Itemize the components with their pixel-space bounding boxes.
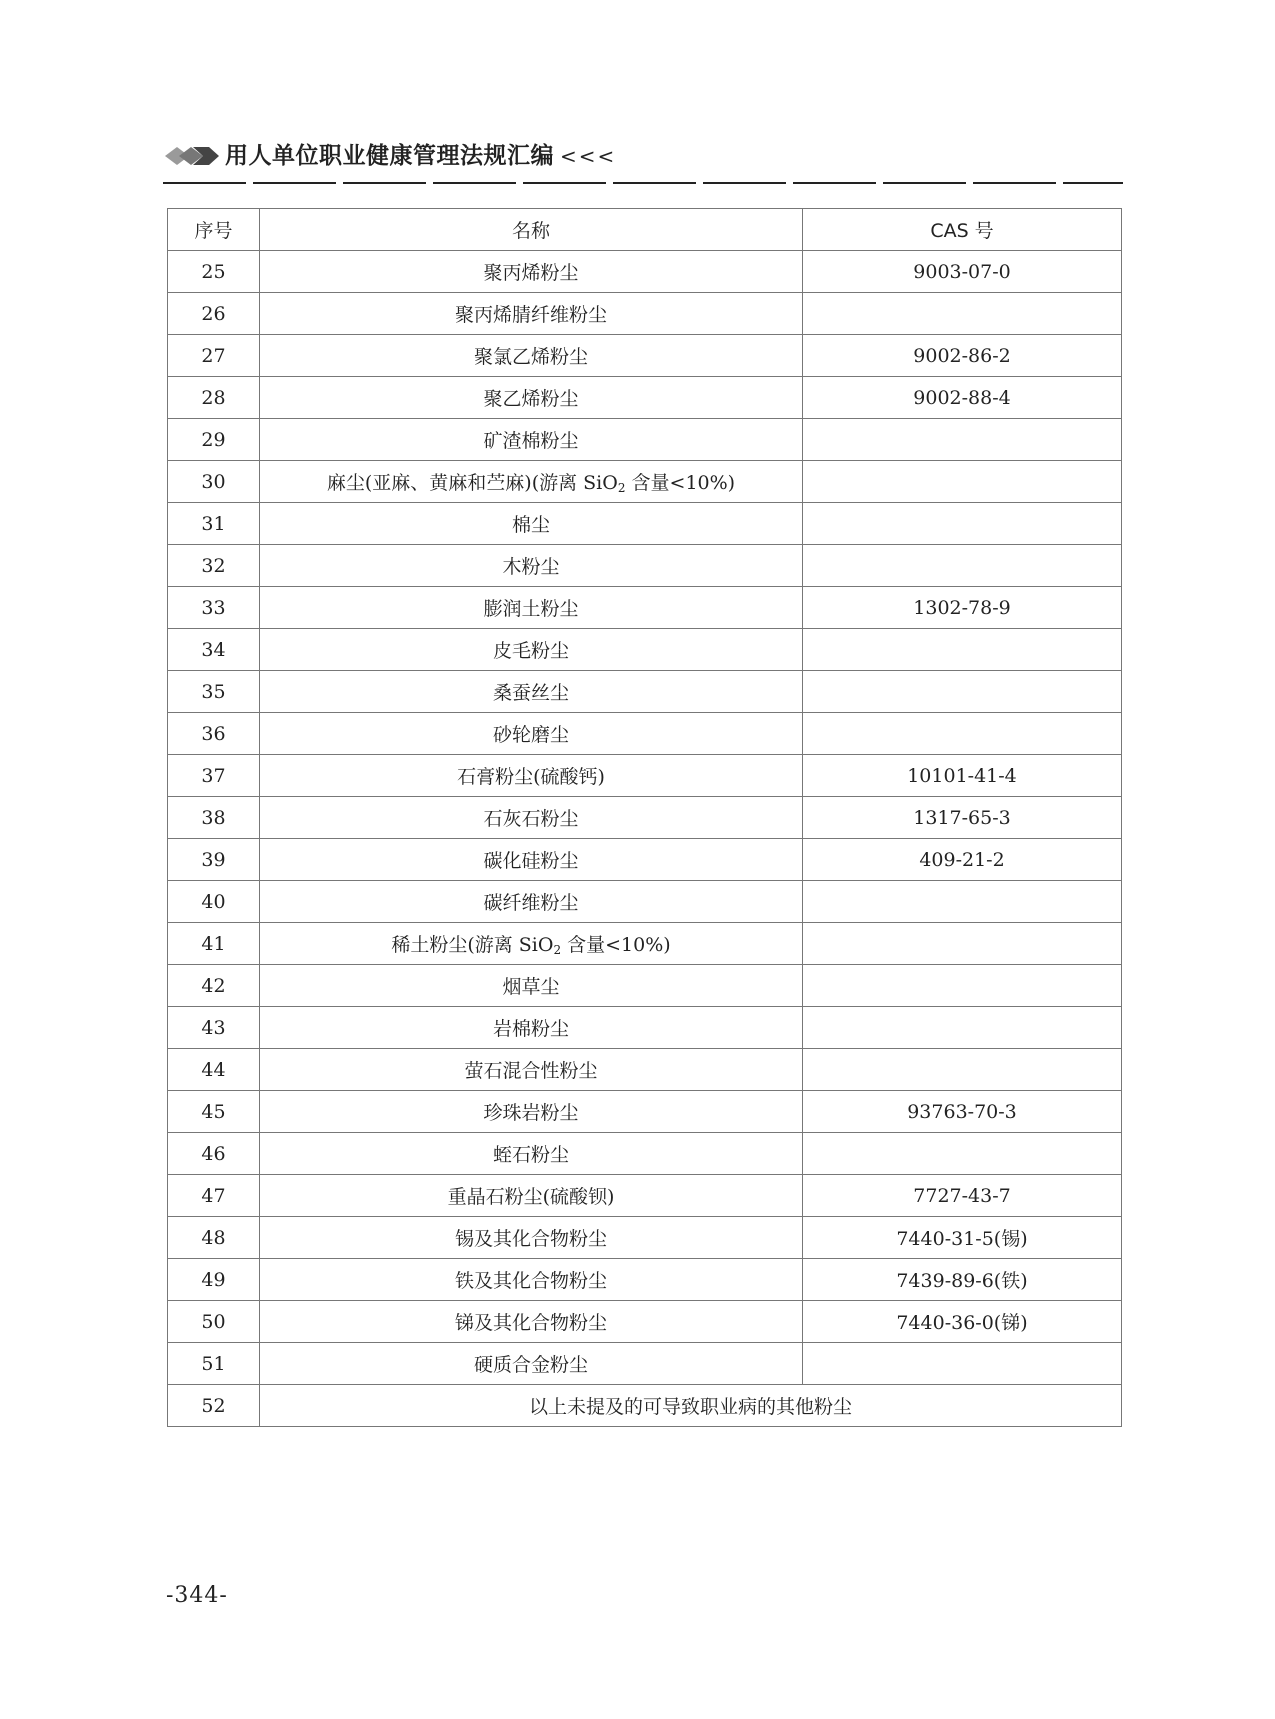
dust-name: 烟草尘 — [260, 965, 803, 1007]
table-body — [168, 251, 1122, 1427]
dust-name: 棉尘 — [260, 503, 803, 545]
dust-name: 聚丙烯腈纤维粉尘 — [260, 293, 803, 335]
cas-number: 1302-78-9 — [803, 587, 1122, 629]
row-number: 28 — [168, 377, 260, 419]
table-row — [168, 713, 1122, 755]
table-row — [168, 377, 1122, 419]
table-row — [168, 419, 1122, 461]
dust-table — [167, 208, 1122, 1427]
dust-name: 矿渣棉粉尘 — [260, 419, 803, 461]
cas-number: 409-21-2 — [803, 839, 1122, 881]
row-number: 34 — [168, 629, 260, 671]
column-header-cas: CAS 号 — [803, 209, 1122, 251]
column-header-name: 名称 — [260, 209, 803, 251]
row-number: 50 — [168, 1301, 260, 1343]
dust-name-text: 含量<10%) — [625, 472, 736, 494]
row-number: 29 — [168, 419, 260, 461]
dust-name: 砂轮磨尘 — [260, 713, 803, 755]
cas-number: 9003-07-0 — [803, 251, 1122, 293]
table-row — [168, 587, 1122, 629]
table-row — [168, 755, 1122, 797]
table-row — [168, 503, 1122, 545]
row-number: 38 — [168, 797, 260, 839]
row-number: 40 — [168, 881, 260, 923]
dust-name: 蛭石粉尘 — [260, 1133, 803, 1175]
table-row — [168, 881, 1122, 923]
row-number: 37 — [168, 755, 260, 797]
table-row — [168, 1301, 1122, 1343]
subscript: 2 — [617, 481, 626, 495]
cas-number — [803, 965, 1122, 1007]
row-number: 46 — [168, 1133, 260, 1175]
dust-name — [260, 923, 803, 965]
table-row — [168, 1133, 1122, 1175]
column-header-no: 序号 — [168, 209, 260, 251]
row-number: 33 — [168, 587, 260, 629]
row-number: 45 — [168, 1091, 260, 1133]
row-number: 35 — [168, 671, 260, 713]
row-number: 49 — [168, 1259, 260, 1301]
cas-number: 7439-89-6(铁) — [803, 1259, 1122, 1301]
dust-name-text: 麻尘(亚麻、黄麻和苎麻)(游离 SiO — [326, 472, 618, 494]
table-row — [168, 1217, 1122, 1259]
table-row — [168, 1343, 1122, 1385]
table-row — [168, 965, 1122, 1007]
page-number: -344- — [166, 1583, 228, 1608]
diamond-arrow-logo-icon — [163, 143, 223, 169]
dust-name: 碳纤维粉尘 — [260, 881, 803, 923]
cas-number — [803, 713, 1122, 755]
dust-name: 萤石混合性粉尘 — [260, 1049, 803, 1091]
cas-number: 10101-41-4 — [803, 755, 1122, 797]
table-row — [168, 545, 1122, 587]
table-row — [168, 671, 1122, 713]
dust-name: 石膏粉尘(硫酸钙) — [260, 755, 803, 797]
row-number: 36 — [168, 713, 260, 755]
table-header-row — [168, 209, 1122, 251]
row-number: 26 — [168, 293, 260, 335]
table-row — [168, 1091, 1122, 1133]
cas-number: 1317-65-3 — [803, 797, 1122, 839]
cas-number — [803, 629, 1122, 671]
dust-name: 聚乙烯粉尘 — [260, 377, 803, 419]
row-number: 52 — [168, 1385, 260, 1427]
table-row — [168, 1007, 1122, 1049]
row-number: 30 — [168, 461, 260, 503]
table-row — [168, 1385, 1122, 1427]
subscript: 2 — [553, 943, 562, 957]
dust-name: 硬质合金粉尘 — [260, 1343, 803, 1385]
dust-name: 木粉尘 — [260, 545, 803, 587]
header-dashed-rule — [163, 182, 1123, 184]
row-number: 43 — [168, 1007, 260, 1049]
cas-number: 7727-43-7 — [803, 1175, 1122, 1217]
dust-name: 铁及其化合物粉尘 — [260, 1259, 803, 1301]
dust-name: 聚丙烯粉尘 — [260, 251, 803, 293]
table-row — [168, 1175, 1122, 1217]
row-number: 27 — [168, 335, 260, 377]
chevrons-icon: <<< — [560, 144, 617, 168]
cas-number — [803, 293, 1122, 335]
dust-name: 膨润土粉尘 — [260, 587, 803, 629]
table-row — [168, 1259, 1122, 1301]
dust-name: 锡及其化合物粉尘 — [260, 1217, 803, 1259]
cas-number — [803, 545, 1122, 587]
table-row — [168, 629, 1122, 671]
dust-name: 皮毛粉尘 — [260, 629, 803, 671]
book-title: 用人单位职业健康管理法规汇编 <<< — [225, 142, 617, 169]
table-row — [168, 293, 1122, 335]
table-row — [168, 797, 1122, 839]
row-number: 41 — [168, 923, 260, 965]
row-number: 47 — [168, 1175, 260, 1217]
table-row — [168, 461, 1122, 503]
row-number: 42 — [168, 965, 260, 1007]
table-row — [168, 923, 1122, 965]
cas-number — [803, 1007, 1122, 1049]
dust-name: 桑蚕丝尘 — [260, 671, 803, 713]
cas-number: 7440-36-0(锑) — [803, 1301, 1122, 1343]
dust-name: 以上未提及的可导致职业病的其他粉尘 — [260, 1385, 1122, 1427]
row-number: 25 — [168, 251, 260, 293]
row-number: 31 — [168, 503, 260, 545]
dust-name: 碳化硅粉尘 — [260, 839, 803, 881]
row-number: 32 — [168, 545, 260, 587]
row-number: 44 — [168, 1049, 260, 1091]
cas-number: 9002-86-2 — [803, 335, 1122, 377]
cas-number — [803, 461, 1122, 503]
cas-number: 7440-31-5(锡) — [803, 1217, 1122, 1259]
cas-number — [803, 923, 1122, 965]
dust-name: 石灰石粉尘 — [260, 797, 803, 839]
dust-name: 岩棉粉尘 — [260, 1007, 803, 1049]
table-row — [168, 251, 1122, 293]
cas-number — [803, 419, 1122, 461]
dust-name-text: 含量<10%) — [561, 934, 671, 956]
cas-number — [803, 881, 1122, 923]
cas-number — [803, 1133, 1122, 1175]
dust-name-text: 稀土粉尘(游离 SiO — [391, 934, 554, 956]
table-row — [168, 1049, 1122, 1091]
cas-number: 9002-88-4 — [803, 377, 1122, 419]
dust-name: 锑及其化合物粉尘 — [260, 1301, 803, 1343]
table-row — [168, 839, 1122, 881]
row-number: 48 — [168, 1217, 260, 1259]
cas-number — [803, 671, 1122, 713]
row-number: 39 — [168, 839, 260, 881]
row-number: 51 — [168, 1343, 260, 1385]
cas-number — [803, 1343, 1122, 1385]
running-header — [163, 140, 1123, 180]
cas-number: 93763-70-3 — [803, 1091, 1122, 1133]
dust-name: 聚氯乙烯粉尘 — [260, 335, 803, 377]
dust-name: 珍珠岩粉尘 — [260, 1091, 803, 1133]
cas-number — [803, 1049, 1122, 1091]
dust-name: 重晶石粉尘(硫酸钡) — [260, 1175, 803, 1217]
table-row — [168, 335, 1122, 377]
dust-name — [260, 461, 803, 503]
cas-number — [803, 503, 1122, 545]
